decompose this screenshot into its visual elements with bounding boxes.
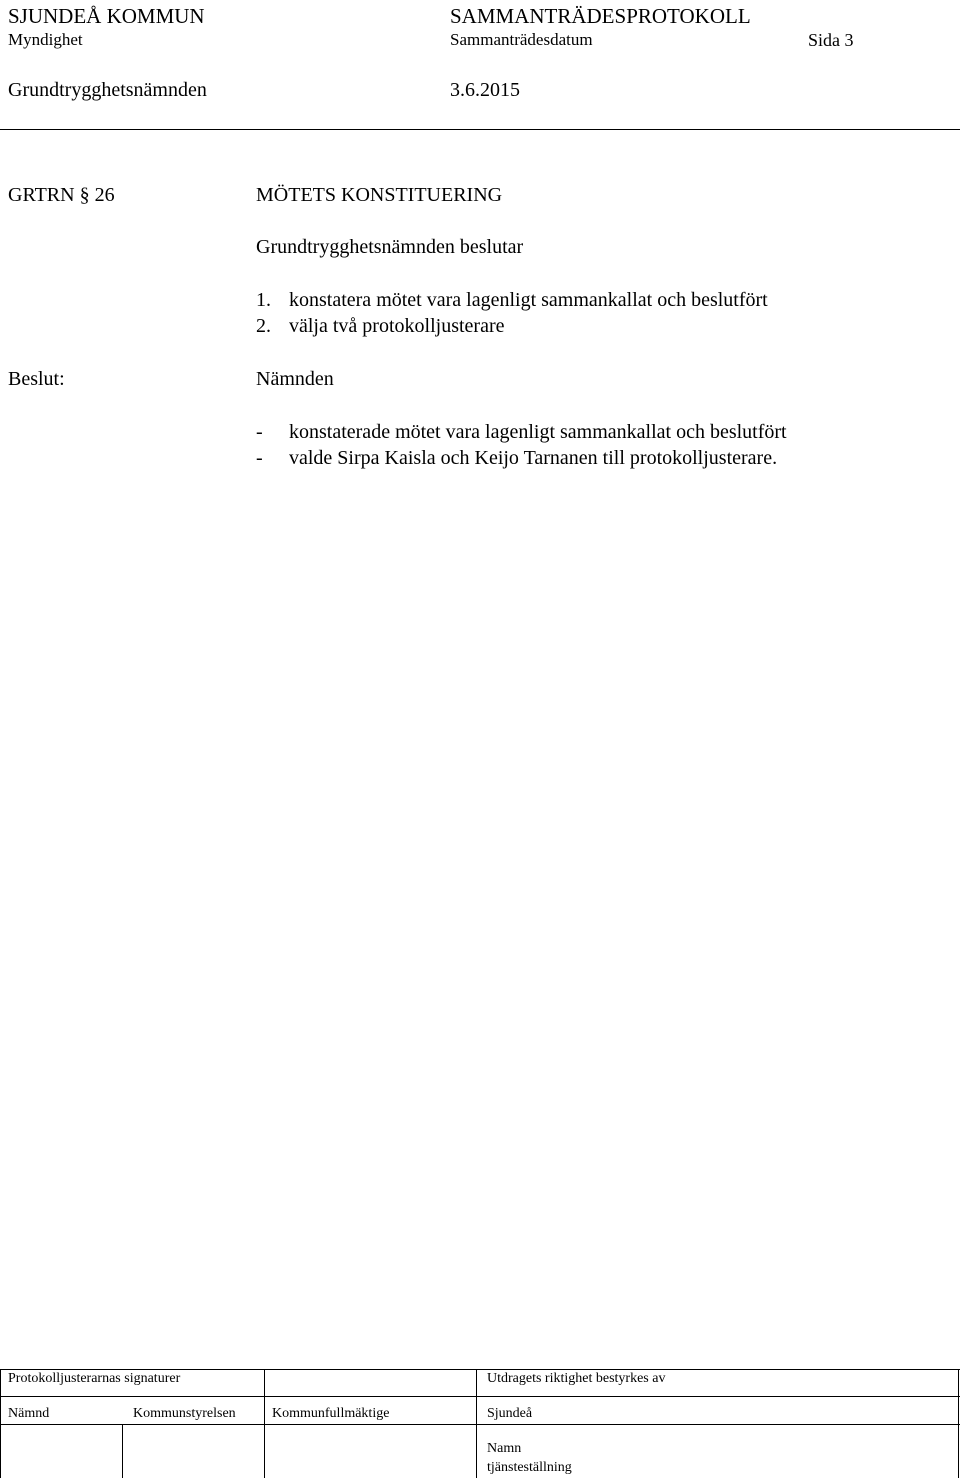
footer-row-border: [0, 1396, 960, 1397]
proposal-number: 1.: [256, 289, 271, 311]
decision-dash: -: [256, 447, 263, 469]
proposal-item: [256, 289, 768, 312]
proposal-item: [256, 315, 505, 338]
meeting-date-label: Sammanträdesdatum: [450, 30, 593, 49]
certified-label: Utdragets riktighet bestyrkes av: [487, 1371, 666, 1386]
document-type: SAMMANTRÄDESPROTOKOLL: [450, 4, 751, 28]
decision-text: valde Sirpa Kaisla och Keijo Tarnanen till protokolljusterare.: [289, 447, 778, 469]
page-number: Sida 3: [808, 30, 854, 50]
signatures-label: Protokolljusterarnas signaturer: [8, 1371, 181, 1386]
proposal-intro: Grundtrygghetsnämnden beslutar: [256, 236, 524, 258]
signature-column-municipal-board: Kommunstyrelsen: [133, 1406, 236, 1421]
footer-top-border: [0, 1369, 960, 1370]
proposal-text: välja två protokolljusterare: [289, 315, 505, 337]
authority-label: Myndighet: [8, 30, 83, 49]
signature-divider: [476, 1369, 477, 1478]
decision-dash: -: [256, 421, 263, 443]
signature-divider: [122, 1424, 123, 1478]
decision-item: [256, 421, 787, 444]
decision-item: [256, 447, 778, 470]
position-label: tjänsteställning: [487, 1460, 572, 1475]
header-divider: [0, 129, 960, 130]
meeting-date: 3.6.2015: [450, 79, 520, 101]
certifier-municipality: Sjundeå: [487, 1406, 533, 1421]
proposal-number: 2.: [256, 315, 271, 337]
signature-row-border: [0, 1424, 960, 1425]
section-title: MÖTETS KONSTITUERING: [256, 184, 503, 206]
authority-name: Grundtrygghetsnämnden: [8, 79, 207, 101]
name-label: Namn: [487, 1441, 522, 1456]
signature-column-board: Nämnd: [8, 1406, 50, 1421]
signature-divider: [264, 1369, 265, 1478]
decision-text: konstaterade mötet vara lagenligt sammankallat och beslutfört: [289, 421, 787, 443]
signature-column-council: Kommunfullmäktige: [272, 1406, 390, 1421]
organization-name: SJUNDEÅ KOMMUN: [8, 4, 205, 28]
footer-left-edge: [0, 1369, 1, 1478]
decision-label: Beslut:: [8, 368, 65, 390]
section-number: GRTRN § 26: [8, 184, 115, 206]
footer-right-edge: [958, 1369, 959, 1478]
decision-intro: Nämnden: [256, 368, 334, 390]
proposal-text: konstatera mötet vara lagenligt sammankallat och beslutfört: [289, 289, 768, 311]
